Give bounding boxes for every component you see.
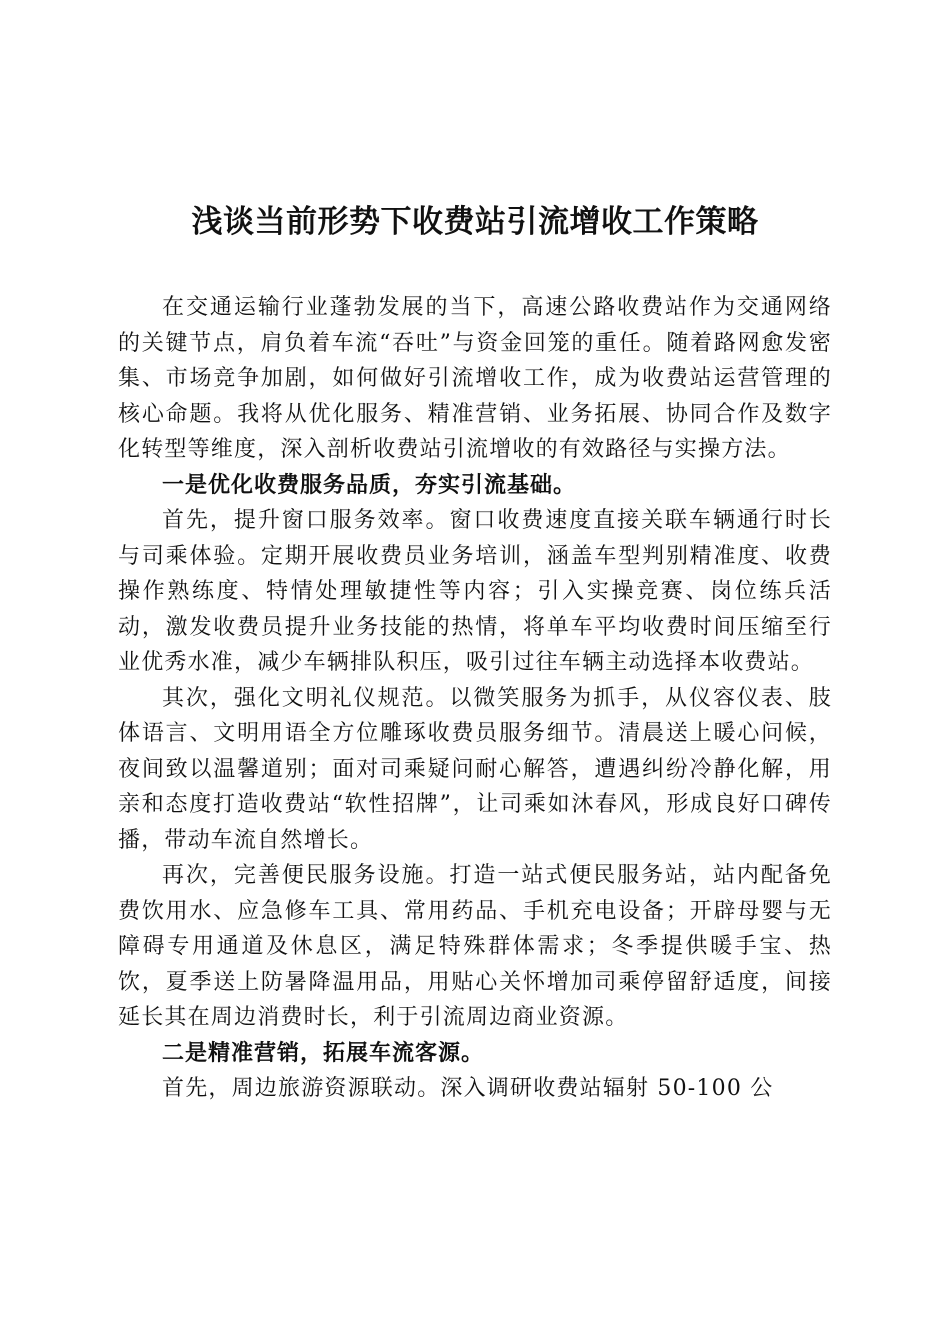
body-paragraph: 首先，周边旅游资源联动。深入调研收费站辐射 50-100 公 (162, 1076, 774, 1101)
body-paragraph: 再次，完善便民服务设施。打造一站式便民服务站，站内配备免费饮用水、应急修车工具、常用药品、手机充电设备；开辟母婴与无障碍专用通道及休息区，满足特殊群体需求；冬季提供暖手宝、热饮，夏季送上防暑降温用品，用贴心关怀增加司乘停留舒适度，间接延长其在周边消费时长，利于引流周边商业资源。 (118, 863, 832, 1030)
section-heading-1: 一是优化收费服务品质，夯实引流基础。 (162, 471, 577, 498)
document-body (118, 290, 832, 1107)
section-heading-2: 二是精准营销，拓展车流客源。 (162, 1039, 485, 1066)
body-paragraph: 首先，提升窗口服务效率。窗口收费速度直接关联车辆通行时长与司乘体验。定期开展收费员业务培训，涵盖车型判别精准度、收费操作熟练度、特情处理敏捷性等内容；引入实操竞赛、岗位练兵活动，激发收费员提升业务技能的热情，将单车平均收费时间压缩至行业优秀水准，减少车辆排队积压，吸引过往车辆主动选择本收费站。 (118, 508, 832, 675)
body-paragraph: 其次，强化文明礼仪规范。以微笑服务为抓手，从仪容仪表、肢体语言、文明用语全方位雕琢收费员服务细节。清晨送上暖心问候，夜间致以温馨道别；面对司乘疑问耐心解答，遭遇纠纷冷静化解，用亲和态度打造收费站“软性招牌”，让司乘如沐春风，形成良好口碑传播，带动车流自然增长。 (118, 685, 832, 853)
document-title: 浅谈当前形势下收费站引流增收工作策略 (191, 204, 759, 240)
intro-paragraph: 在交通运输行业蓬勃发展的当下，高速公路收费站作为交通网络的关键节点，肩负着车流“吞吐”与资金回笼的重任。随着路网愈发密集、市场竞争加剧，如何做好引流增收工作，成为收费站运营管理的核心命题。我将从优化服务、精准营销、业务拓展、协同合作及数字化转型等维度，深入剖析收费站引流增收的有效路径与实操方法。 (118, 295, 832, 462)
